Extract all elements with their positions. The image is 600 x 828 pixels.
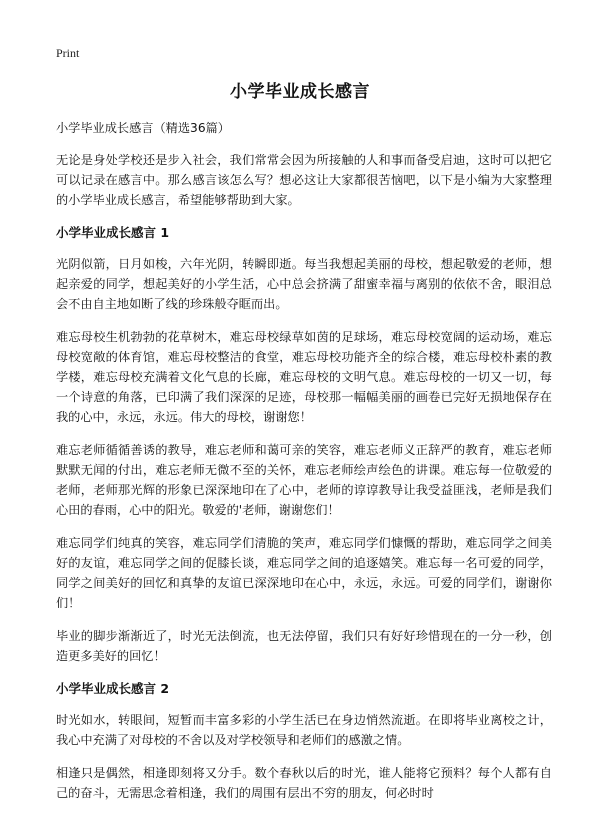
- section-heading-1: 小学毕业成长感言 1: [56, 225, 170, 240]
- page-title: 小学毕业成长感言: [230, 82, 370, 102]
- paragraph: 难忘母校生机勃勃的花草树木，难忘母校绿草如茵的足球场，难忘母校宽阔的运动场，难忘母校宽敞的体育馆，难忘母校整洁的食堂，难忘母校功能齐全的综合楼，难忘母校朴素的教学楼，难忘母校充满着文化气息的长廊，难忘母校的文明气息。难忘母校的一切又一切，每一个诗意的角落，已印满了我们深深的足迹，母校那一幅幅美丽的画卷已完好无损地保存在我的心中，永远，永远。伟大的母校，谢谢您！: [56, 330, 552, 424]
- section-heading-2: 小学毕业成长感言 2: [56, 681, 170, 696]
- paragraph: 毕业的脚步渐渐近了，时光无法倒流，也无法停留，我们只有好好珍惜现在的一分一秒，创造更多美好的回忆！: [56, 629, 552, 663]
- intro-paragraph: 无论是身处学校还是步入社会，我们常常会因为所接触的人和事而备受启迪，这时可以把它可以记录在感言中。那么感言该怎么写？想必这让大家都很苦恼吧，以下是小编为大家整理的小学毕业成长感言，希望能够帮助到大家。: [56, 153, 552, 207]
- document-body: [56, 118, 552, 816]
- paragraph: 难忘老师循循善诱的教导，难忘老师和蔼可亲的笑容，难忘老师义正辞严的教育，难忘老师默默无闻的付出，难忘老师无微不至的关怀，难忘老师绘声绘色的讲课。难忘每一位敬爱的老师，老师那光辉的形象已深深地印在了心中，老师的谆谆教导让我受益匪浅，老师是我们心田的春雨，心中的阳光。敬爱的'老师，谢谢您们！: [56, 443, 552, 517]
- paragraph: 相逢只是偶然，相逢即刻将又分手。数个春秋以后的时光，谁人能将它预料？每个人都有自己的奋斗，无需思念着相逢，我们的周围有层出不穷的朋友，何必时时: [56, 766, 552, 800]
- paragraph: 难忘同学们纯真的笑容，难忘同学们清脆的笑声，难忘同学们慷慨的帮助，难忘同学之间美好的友谊，难忘同学之间的促膝长谈，难忘同学之间的追逐嬉笑。难忘每一名可爱的同学，同学之间美好的回忆和真挚的友谊已深深地印在心中，永远，永远。可爱的同学们，谢谢你们！: [56, 536, 552, 610]
- print-label: Print: [56, 46, 80, 60]
- paragraph: 光阴似箭，日月如梭，六年光阴，转瞬即逝。每当我想起美丽的母校，想起敬爱的老师，想起亲爱的同学，想起美好的小学生活，心中总会挤满了甜蜜幸福与离别的依依不舍，眼泪总会不由自主地如断了线的珍珠般夺眶而出。: [56, 257, 552, 311]
- document-subtitle: 小学毕业成长感言（精选36篇）: [56, 121, 230, 135]
- paragraph: 时光如水，转眼间，短暂而丰富多彩的小学生活已在身边悄然流逝。在即将毕业离校之计，我心中充满了对母校的不舍以及对学校领导和老师们的感激之情。: [56, 713, 552, 747]
